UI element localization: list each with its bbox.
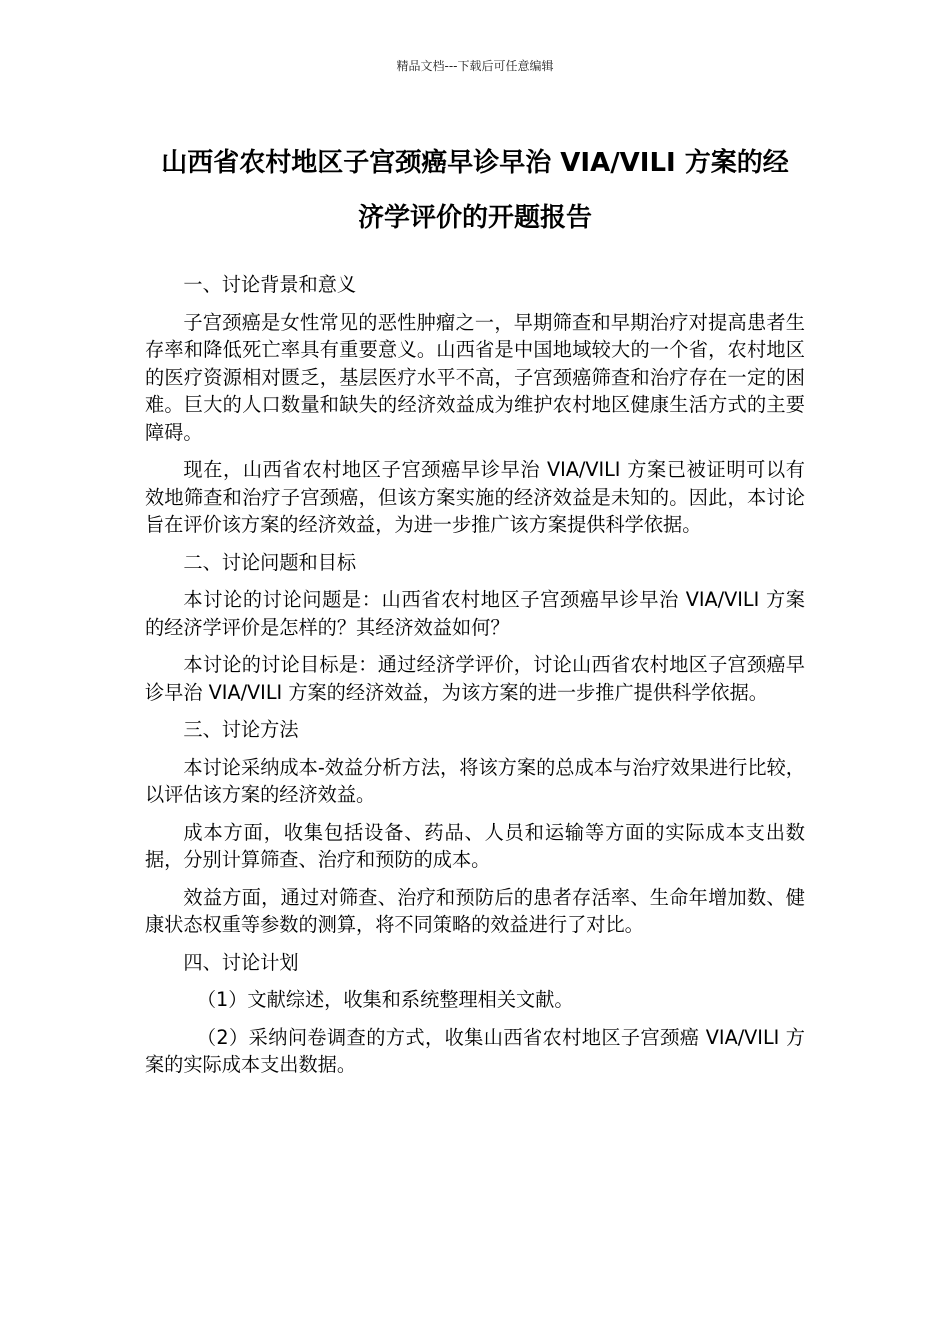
section-heading-questions: 二、讨论问题和目标 <box>183 550 357 574</box>
title-line-2: 济学评价的开题报告 <box>357 203 592 233</box>
paragraph-background-2: 现在，山西省农村地区子宫颈癌早诊早治 VIA/VILI 方案已被证明可以有效地筛查和治疗子宫颈癌，但该方案实施的经济效益是未知的。因此，本讨论旨在评价该方案的经济效益，为进一步推广该方案提供科学依据。 <box>145 458 805 536</box>
title-line-1: 山西省农村地区子宫颈癌早诊早治 VIA/VILI 方案的经 <box>161 148 789 178</box>
section-heading-methods: 三、讨论方法 <box>183 718 299 741</box>
document-body <box>145 271 805 1089</box>
paragraph-method-cost: 成本方面，收集包括设备、药品、人员和运输等方面的实际成本支出数据，分别计算筛查、治疗和预防的成本。 <box>145 820 805 871</box>
section-heading-plan: 四、讨论计划 <box>183 950 299 974</box>
paragraph-method-overview: 本讨论采纳成本-效益分析方法，将该方案的总成本与治疗效果进行比较，以评估该方案的经济效益。 <box>145 755 805 806</box>
paragraph-objective: 本讨论的讨论目标是：通过经济学评价，讨论山西省农村地区子宫颈癌早诊早治 VIA/VILI 方案的经济效益，为该方案的进一步推广提供科学依据。 <box>145 653 805 704</box>
section-heading-background: 一、讨论背景和意义 <box>183 273 357 296</box>
paragraph-background-1: 子宫颈癌是女性常见的恶性肿瘤之一，早期筛查和早期治疗对提高患者生存率和降低死亡率具有重要意义。山西省是中国地域较大的一个省，农村地区的医疗资源相对匮乏，基层医疗水平不高，子宫颈癌筛查和治疗存在一定的困难。巨大的人口数量和缺失的经济效益成为维护农村地区健康生活方式的主要障碍。 <box>145 310 805 444</box>
paragraph-method-benefit: 效益方面，通过对筛查、治疗和预防后的患者存活率、生命年增加数、健康状态权重等参数的测算，将不同策略的效益进行了对比。 <box>145 885 805 936</box>
header-note: 精品文档---下载后可任意编辑 <box>396 59 554 73</box>
plan-item-1: （1）文献综述，收集和系统整理相关文献。 <box>196 988 574 1011</box>
document-title <box>135 136 815 246</box>
paragraph-question: 本讨论的讨论问题是：山西省农村地区子宫颈癌早诊早治 VIA/VILI 方案的经济学评价是怎样的？其经济效益如何？ <box>145 588 805 639</box>
plan-item-2: （2）采纳问卷调查的方式，收集山西省农村地区子宫颈癌 VIA/VILI 方案的实际成本支出数据。 <box>145 1025 805 1076</box>
